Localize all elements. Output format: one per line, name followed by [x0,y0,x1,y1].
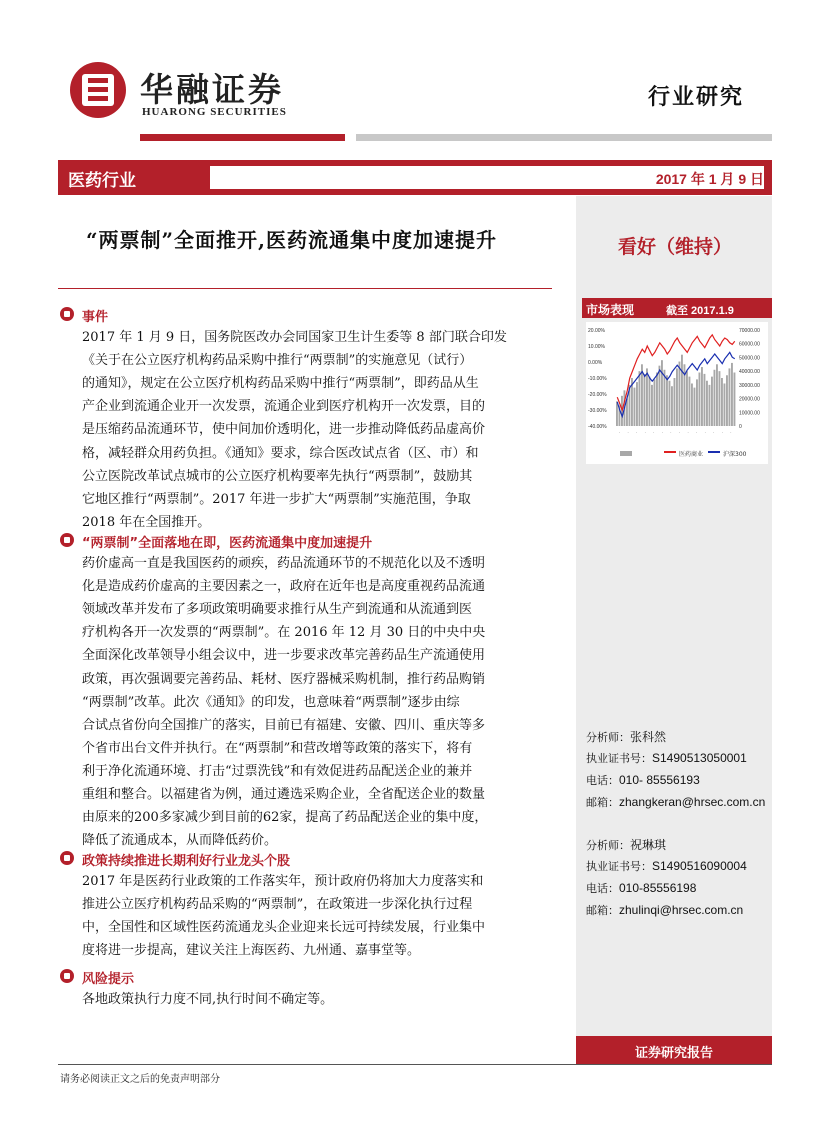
volume-bar [696,379,698,426]
y-left-tick: -40.00% [588,424,607,430]
section-icon [60,969,74,983]
rating-label: 看好（维持） [617,236,732,258]
market-chart [586,322,768,464]
paragraph-line: 疗机构各开一次发票的“两票制”。在 2016 年 12 月 30 日的中央中央 [82,625,486,641]
analyst-row [586,728,666,745]
paragraph-line: 格，减轻群众用药负担。《通知》要求，综合医改试点省（区、市）和 [82,445,479,461]
y-left-tick: -20.00% [588,392,607,398]
paragraph-line: 由原来的200多家减少到目前的62家，提高了药品配送企业的集中度， [82,810,488,826]
paragraph-line: 利于净化流通环境、打击“过票洗钱”和有效促进药品配送企业的兼并 [82,763,473,779]
analyst-row [586,880,696,896]
paragraph-line: 重组和整合。以福建省为例，通过遴选采购企业，全省配送企业的数量 [82,787,486,802]
volume-bar [644,374,646,426]
x-tick: · [651,430,656,435]
paragraph-line: 度将进一步提高，建议关注上海医药、九州通、嘉事堂等。 [82,943,421,959]
paragraph-line: 中，全国性和区域性医药流通龙头企业迎来长远可持续发展，行业集中 [82,920,486,936]
section-icon [60,533,74,547]
paragraph-line: 各地政策执行力度不同,执行时间不确定等。 [82,992,334,1007]
legend-label: 医药商业 [679,451,704,458]
analyst-info [586,728,772,928]
volume-bar [634,388,636,426]
paragraph-line: 政策，再次强调要完善药品、耗材、医疗器械采购机制，推行药品购销 [82,671,486,687]
analyst-row [586,794,765,810]
header-rule-gray [356,134,772,141]
brand-name-en: HUARONG SECURITIES [142,106,287,118]
y-right-tick: 50000.00 [739,355,760,362]
volume-bar [651,385,653,426]
volume-bar [649,377,651,426]
section-title: 事件 [82,310,109,325]
paragraph-line: 2018 年在全国推开。 [82,514,211,530]
x-tick: · [634,430,639,435]
x-tick: · [617,430,622,435]
legend-swatch [620,451,632,456]
volume-bar [721,378,723,426]
volume-bar [734,373,736,426]
footer-report-label: 证券研究报告 [634,1046,713,1061]
paragraph-line: 是压缩药品流通环节，使中间加价透明化，进一步推动降低药品虚高价 [82,422,486,438]
volume-bar [666,375,668,426]
volume-bar [661,360,663,426]
volume-bar [729,368,731,426]
analyst-field-value: 010-85556198 [619,881,697,895]
paragraph-line: 《关于在公立医疗机构药品采购中推行“两票制”的实施意见（试行） [82,353,473,369]
volume-bar [719,371,721,426]
analyst-field-value: S1490516090004 [652,859,747,873]
analyst-email[interactable]: zhulinqi@hrsec.com.cn [619,903,744,917]
analyst-email[interactable]: zhangkeran@hrsec.com.cn [619,795,766,809]
y-left-tick: 20.00% [588,328,605,334]
volume-bar [669,381,671,426]
paragraph-line: 2017 年 1 月 9 日，国务院医改办会同国家卫生计生委等 8 部门联合印发 [82,330,507,345]
analyst-field-label: 邮箱： [586,904,619,917]
volume-bar [654,379,656,426]
analyst-field-value: S1490513050001 [652,751,747,765]
report-date: 2017 年 1 月 9 日 [655,171,764,187]
volume-bar [674,378,676,426]
y-left-tick: -10.00% [588,376,607,382]
paragraph-line: 个省市出台文件并执行。在“两票制”和营改增等政策的落实下，将有 [82,740,473,756]
paragraph-line: “两票制”改革。此次《通知》的印发，也意味着“两票制”逐步由综 [82,694,460,710]
volume-bar [691,383,693,426]
document-type: 行业研究 [648,85,745,110]
volume-bar [726,375,728,426]
x-tick: · [711,430,716,435]
footer-disclaimer: 请务必阅读正文之后的免责声明部分 [60,1074,220,1085]
analyst-field-label: 电话： [586,774,619,787]
paragraph-line: 降低了流通成本，从而降低药价。 [82,833,278,849]
volume-bar [646,368,648,426]
volume-bar [716,364,718,426]
volume-bar [711,377,713,426]
x-tick: · [668,430,674,435]
volume-bar [706,381,708,426]
analyst-field-label: 邮箱： [586,796,619,809]
x-tick: · [694,430,699,435]
analyst-field-label: 执业证书号： [586,752,652,765]
y-right-tick: 20000.00 [739,396,760,403]
analyst-row [586,772,700,788]
paragraph-line: 全面深化改革领导小组会议中，进一步要求改革完善药品生产流通使用 [82,648,486,664]
analyst-row [586,858,747,874]
x-tick: · [677,430,682,435]
x-tick: · [660,430,665,435]
volume-bar [676,368,678,426]
y-right-tick: 40000.00 [739,369,760,376]
paragraph-line: 产企业到流通企业开一次发票，流通企业到医疗机构开一次发票，目的 [82,399,486,415]
legend-label: 沪深300 [723,451,747,458]
x-tick: · [685,430,691,435]
company-logo [70,62,126,118]
volume-bar [636,382,638,426]
volume-bar [679,362,681,426]
analyst-field-label: 电话： [586,882,619,895]
legend-swatch [664,451,676,453]
analyst-row [586,902,743,918]
paragraph-line: 领域改革并发布了多项政策明确要求推行从生产到流通和从流通到医 [82,602,473,618]
market-chart-svg [586,322,768,464]
y-left-tick: 10.00% [588,344,605,350]
paragraph-line: 药价虚高一直是我国医药的顽疾，药品流通环节的不规范化以及不透明 [82,556,486,571]
volume-bar [709,385,711,426]
paragraph-line: 推进公立医疗机构药品采购的“两票制”，在政策进一步深化执行过程 [82,897,473,913]
volume-bar [704,374,706,426]
legend-swatch [708,451,720,453]
analyst-field-label: 执业证书号： [586,860,652,873]
y-left-tick: 0.00% [588,360,603,366]
analyst-field-label: 分析师： [586,731,630,744]
paragraph-line: 它地区推行“两票制”。2017 年进一步扩大“两票制”实施范围，争取 [82,491,471,507]
volume-bar [694,388,696,426]
report-headline: “两票制”全面推开,医药流通集中度加速提升 [86,228,497,252]
volume-bar [689,377,691,426]
y-right-tick: 70000.00 [739,328,760,334]
sector-label: 医药行业 [68,171,136,191]
y-left-tick: -30.00% [588,408,607,414]
paragraph-line: 合试点省份向全国推广的落实，目前已有福建、安徽、四川、重庆等多 [82,717,486,733]
market-title: 市场表现 [586,303,635,317]
section-title: 风险提示 [82,972,135,987]
x-tick: · [625,430,631,435]
volume-bar [699,373,701,426]
volume-bar [681,355,683,426]
footer-rule [58,1064,772,1065]
y-right-tick: 60000.00 [739,341,760,348]
y-right-tick: 10000.00 [739,410,760,417]
x-tick: · [728,430,734,435]
volume-bar [656,373,658,426]
volume-bar [664,370,666,426]
paragraph-line: 公立医院改革试点城市的公立医疗机构要率先执行“两票制”，鼓励其 [82,468,473,484]
volume-bar [639,371,641,426]
analyst-field-label: 分析师： [586,839,630,852]
volume-bar [671,386,673,426]
brand-name-cn: 华融证券 [140,70,284,109]
volume-bar [731,363,733,426]
y-right-tick: 30000.00 [739,382,760,389]
market-asof: 截至 2017.1.9 [666,305,734,317]
x-tick: · [642,430,648,435]
analyst-field-value: 010- 85556193 [619,773,700,787]
paragraph-line: 的通知》，规定在公立医疗机构药品采购中推行“两票制”，即药品从生 [82,376,479,392]
header-rule-red [140,134,345,141]
volume-bar [659,366,661,426]
analyst-field-value: 祝琳琪 [630,838,667,852]
section-icon [60,307,74,321]
analyst-field-value: 张科然 [630,730,667,744]
volume-bar [701,367,703,426]
x-tick: · [720,430,725,435]
volume-bar [724,383,726,426]
volume-bar [686,371,688,426]
volume-bar [714,370,716,426]
y-right-tick: 0 [739,424,742,430]
paragraph-line: 2017 年是医药行业政策的工作落实年，预计政府仍将加大力度落实和 [82,874,484,889]
analyst-row [586,836,666,853]
body-top-rule [58,288,552,289]
section-icon [60,851,74,865]
section-title: “两票制”全面落地在即，医药流通集中度加速提升 [82,536,373,551]
paragraph-line: 化是造成药价虚高的主要因素之一，政府在近年也是高度重视药品流通 [82,579,486,595]
analyst-row [586,750,747,766]
x-tick: · [702,430,708,435]
section-title: 政策持续推进长期利好行业龙头个股 [82,854,291,869]
